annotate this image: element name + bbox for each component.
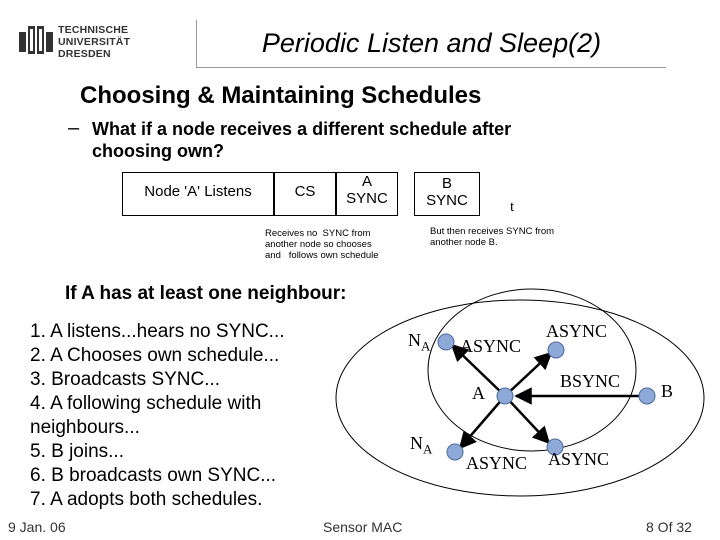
step-item: 6. B broadcasts own SYNC... (30, 465, 277, 486)
step-item: 2. A Chooses own schedule... (30, 345, 280, 366)
step-item: 5. B joins... (30, 441, 124, 462)
footer-page-number: 8 Of 32 (646, 519, 692, 535)
step-item: 4. A following schedule with (30, 393, 262, 414)
footer-date: 9 Jan. 06 (8, 519, 66, 535)
neighbour-subheading: If A has at least one neighbour: (65, 283, 347, 304)
timeline-cs-box: CS (274, 172, 336, 216)
logo-wordmark: TECHNISCHE UNIVERSITÄT DRESDEN (58, 24, 131, 60)
a-node (497, 388, 513, 404)
step-item: 1. A listens...hears no SYNC... (30, 321, 285, 342)
timeline-listens-box: Node 'A' Listens (122, 172, 274, 216)
step-item: 7. A adopts both schedules. (30, 489, 263, 510)
na-top-node (438, 334, 454, 350)
b-label: B (661, 381, 674, 401)
question-text: What if a node receives a different schedule after choosing own? (92, 119, 512, 161)
b-node (639, 388, 655, 404)
timeline-b-sync-box: B SYNC (414, 172, 480, 216)
slide-title: Periodic Listen and Sleep(2) (261, 28, 602, 58)
na-top-label: $N_A$ (408, 330, 431, 354)
timeline-t-label: t (510, 199, 515, 215)
async-label-2: ASYNC (546, 321, 608, 341)
note-receives-b-sync: But then receives SYNC from another node B. (430, 226, 555, 248)
step-item: 3. Broadcasts SYNC... (30, 369, 221, 390)
note-receives-no-sync: Receives no SYNC from another node so chooses and follows own schedule (265, 228, 379, 261)
bsync-label: BSYNC (560, 371, 621, 391)
footer-title: Sensor MAC (323, 519, 403, 535)
a-label: A (472, 383, 485, 403)
async-label-1: ASYNC (460, 336, 522, 356)
arrow-to-async-top (505, 353, 551, 396)
async-label-3: ASYNC (466, 453, 528, 473)
async-right-node (548, 342, 564, 358)
section-heading: Choosing & Maintaining Schedules (80, 82, 482, 109)
na-bottom-label: $N_A$ (410, 433, 433, 457)
timeline-a-sync-box: A SYNC (336, 172, 398, 216)
na-bottom-node (447, 444, 463, 460)
arrow-to-async-bottom (505, 396, 549, 443)
async-label-4: ASYNC (548, 449, 610, 469)
step-item: neighbours... (30, 417, 140, 438)
bullet-dash: – (68, 117, 80, 139)
